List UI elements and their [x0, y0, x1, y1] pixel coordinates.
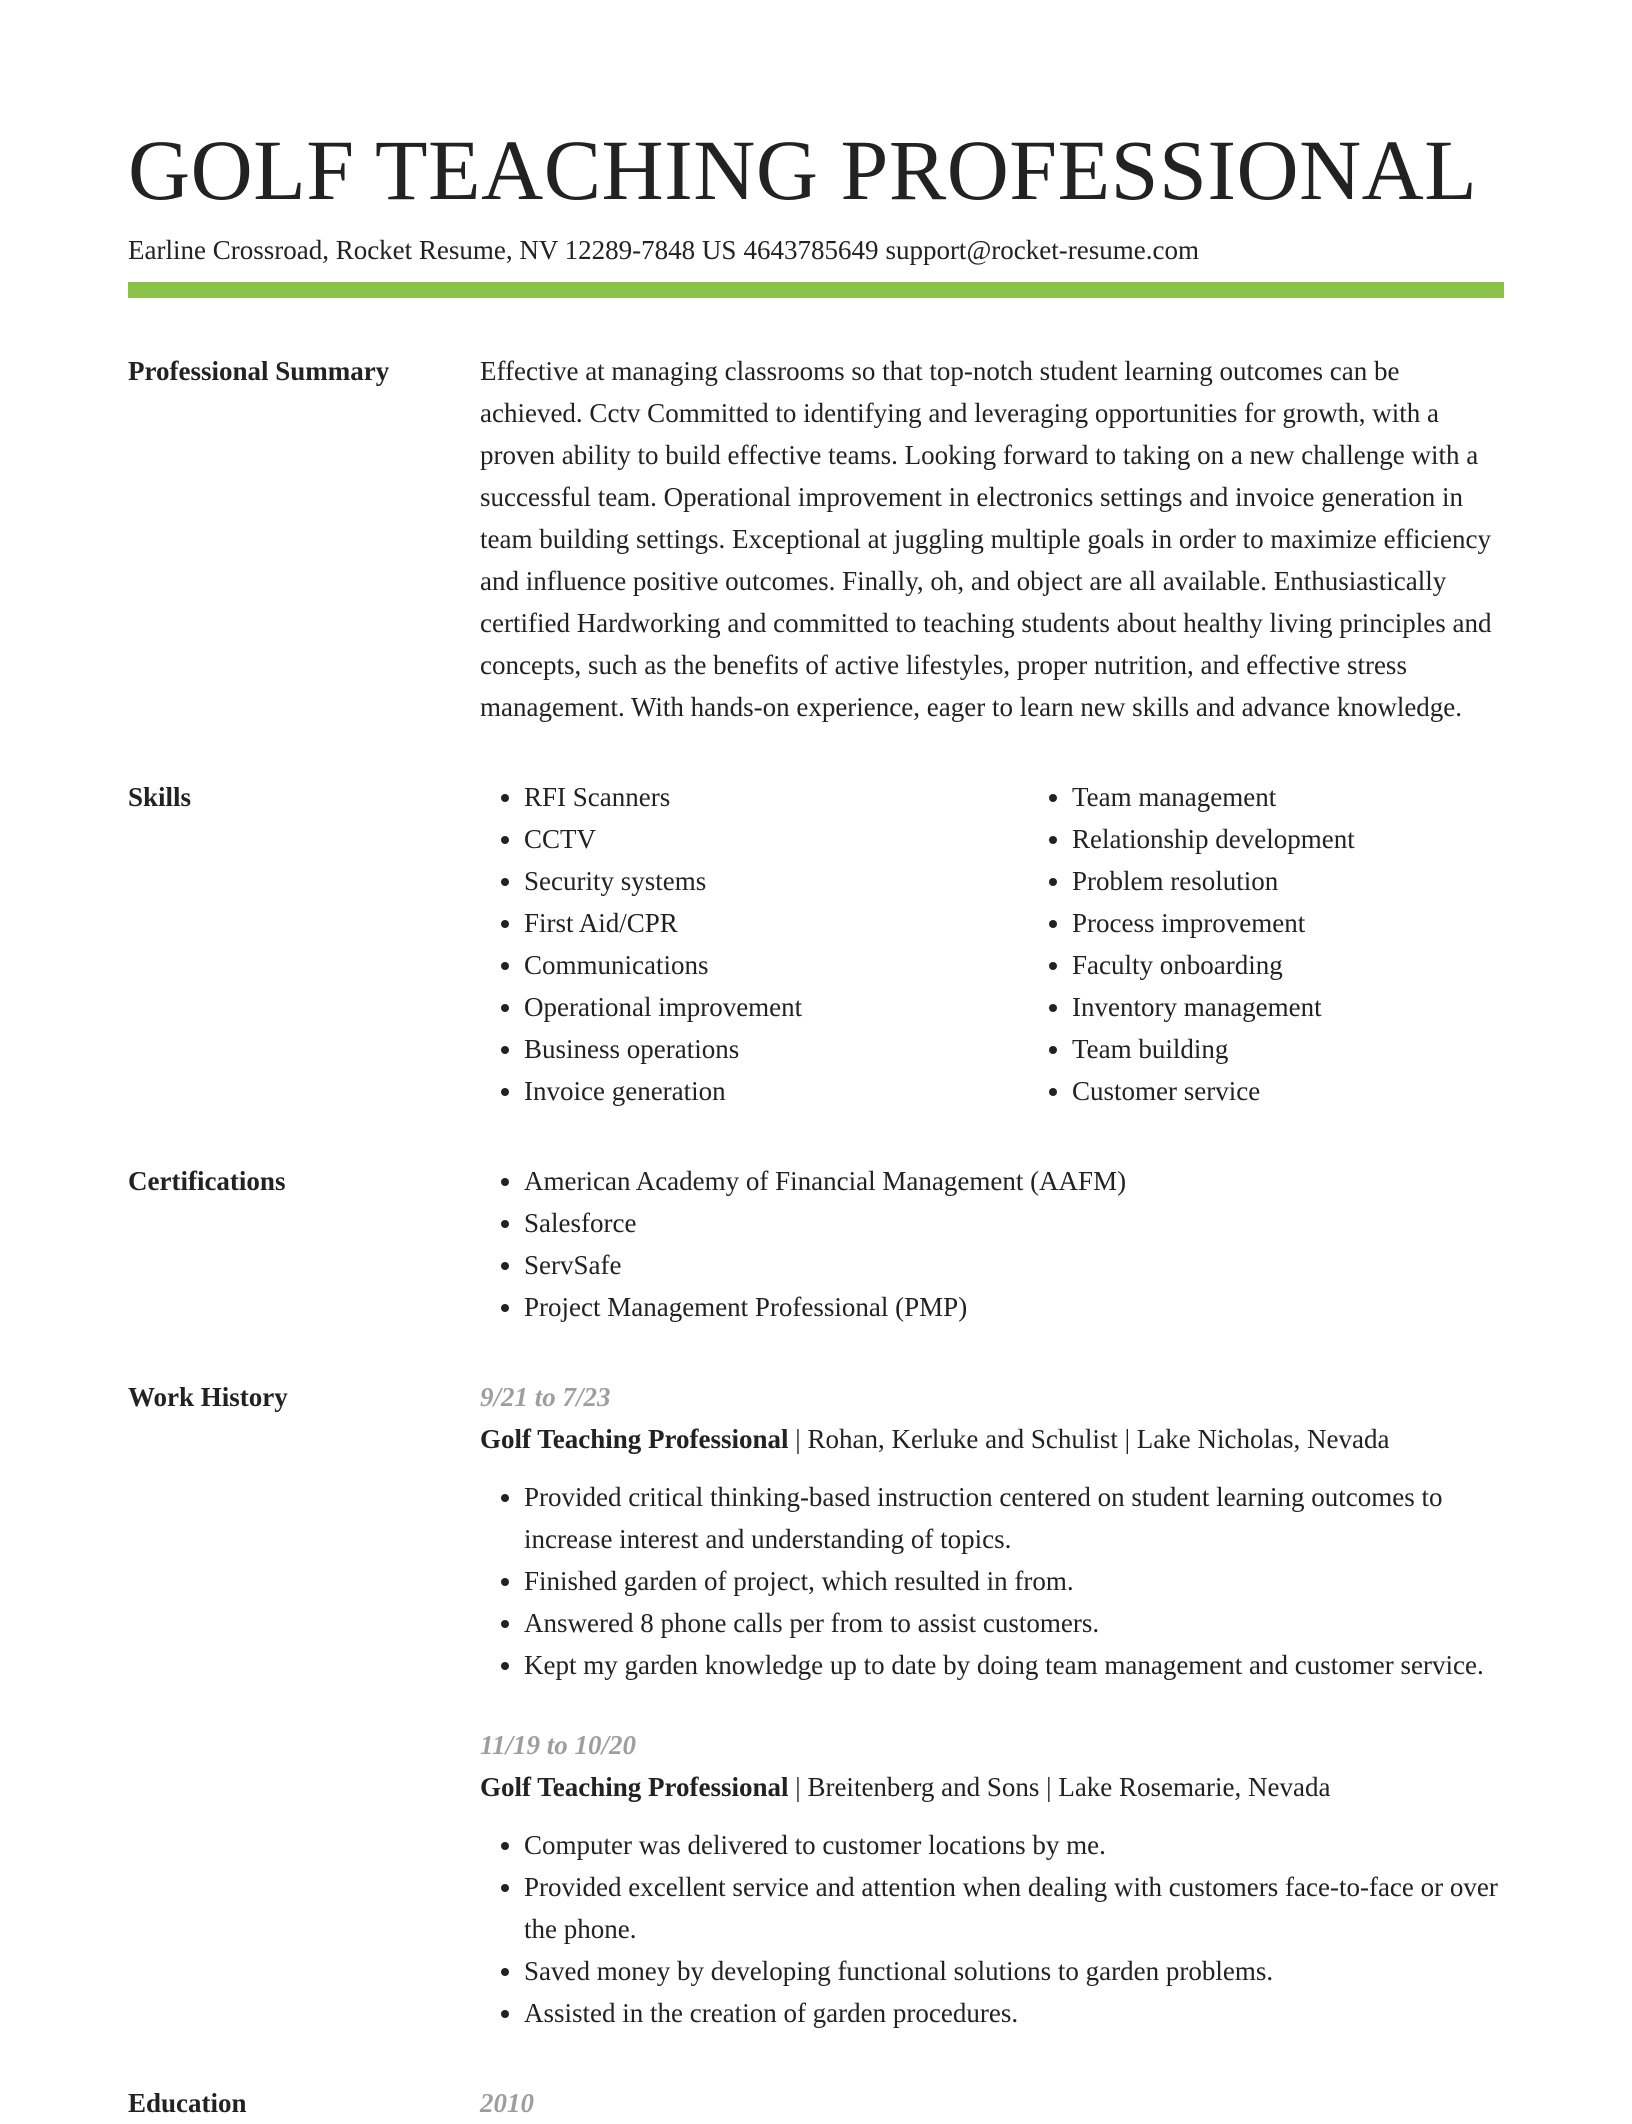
skill-item: • First Aid/CPR: [524, 902, 1028, 944]
job-bullet: • Provided critical thinking-based instruction centered on student learning outcomes to increase interest and understanding of topics.: [524, 1476, 1504, 1560]
job-heading: [480, 1418, 1504, 1460]
skills-list-right: [1028, 776, 1576, 1112]
skill-item: • Relationship development: [1072, 818, 1576, 860]
job-entry: [480, 1724, 1504, 2034]
summary-section: [128, 350, 1504, 728]
certifications-list: [480, 1160, 1504, 1328]
job-bullet: • Answered 8 phone calls per from to assist customers.: [524, 1602, 1504, 1644]
skill-item: • Security systems: [524, 860, 1028, 902]
education-heading: Education: [128, 2088, 247, 2118]
skills-list-left: [480, 776, 1028, 1112]
skill-item: • RFI Scanners: [524, 776, 1028, 818]
skill-item: • Communications: [524, 944, 1028, 986]
contact-line: [128, 232, 1504, 268]
education-dates: 2010: [480, 2088, 534, 2118]
skills-heading: Skills: [128, 782, 192, 812]
skill-item: • Operational improvement: [524, 986, 1028, 1028]
job-title: Golf Teaching Professional: [480, 1772, 789, 1802]
contact-phone: 4643785649: [743, 235, 879, 265]
job-bullet: • Computer was delivered to customer locations by me.: [524, 1824, 1504, 1866]
contact-address: Earline Crossroad, Rocket Resume, NV 12289-7848 US: [128, 235, 737, 265]
job-bullet: • Provided excellent service and attention when dealing with customers face-to-face or over the phone.: [524, 1866, 1504, 1950]
skill-item: • Problem resolution: [1072, 860, 1576, 902]
certification-item: • Salesforce: [524, 1202, 1504, 1244]
job-bullets: [480, 1476, 1504, 1686]
summary-text: Effective at managing classrooms so that top-notch student learning outcomes can be achieved. Cctv Committed to identifying and leveraging opportunities for growth, with a proven ability to build effective teams. Looking forward to taking on a new challenge with a successful team. Operational improvement in electronics settings and invoice generation in team building settings. Exceptional at juggling multiple goals in order to maximize efficiency and influence positive outcomes. Finally, oh, and object are all available. Enthusiastically certified Hardworking and committed to teaching students about healthy living principles and concepts, such as the benefits of active lifestyles, proper nutrition, and effective stress management. With hands-on experience, eager to learn new skills and advance knowledge.: [480, 356, 1492, 722]
job-heading: [480, 1766, 1504, 1808]
job-entry: [480, 1376, 1504, 1686]
job-dates: 9/21 to 7/23: [480, 1382, 611, 1412]
skill-item: • Process improvement: [1072, 902, 1576, 944]
work-history-section: [128, 1376, 1504, 2034]
job-bullet: • Kept my garden knowledge up to date by doing team management and customer service.: [524, 1644, 1504, 1686]
skill-item: • Team building: [1072, 1028, 1576, 1070]
certification-item: • ServSafe: [524, 1244, 1504, 1286]
skill-item: • Invoice generation: [524, 1070, 1028, 1112]
certifications-section: [128, 1160, 1504, 1328]
job-bullet: • Saved money by developing functional solutions to garden problems.: [524, 1950, 1504, 1992]
education-section: [128, 2082, 1504, 2124]
certifications-heading: Certifications: [128, 1166, 286, 1196]
resume-page: [128, 120, 1504, 2124]
job-title: Golf Teaching Professional: [480, 1424, 789, 1454]
certification-item: • Project Management Professional (PMP): [524, 1286, 1504, 1328]
job-dates: 11/19 to 10/20: [480, 1730, 637, 1760]
job-bullets: [480, 1824, 1504, 2034]
job-bullet: • Finished garden of project, which resulted in from.: [524, 1560, 1504, 1602]
contact-email: support@rocket-resume.com: [885, 235, 1199, 265]
skill-item: • Customer service: [1072, 1070, 1576, 1112]
job-bullet: • Assisted in the creation of garden procedures.: [524, 1992, 1504, 2034]
certification-item: • American Academy of Financial Management (AAFM): [524, 1160, 1504, 1202]
skill-item: • Team management: [1072, 776, 1576, 818]
job-details: | Breitenberg and Sons | Lake Rosemarie, Nevada: [788, 1772, 1331, 1802]
skill-item: • Inventory management: [1072, 986, 1576, 1028]
work-history-heading: Work History: [128, 1382, 288, 1412]
skill-item: • Business operations: [524, 1028, 1028, 1070]
skills-section: [128, 776, 1504, 1112]
header-divider: [128, 282, 1504, 298]
resume-title: GOLF TEACHING PROFESSIONAL: [128, 122, 1478, 218]
skill-item: • Faculty onboarding: [1072, 944, 1576, 986]
summary-heading: Professional Summary: [128, 356, 390, 386]
skill-item: • CCTV: [524, 818, 1028, 860]
job-details: | Rohan, Kerluke and Schulist | Lake Nicholas, Nevada: [788, 1424, 1390, 1454]
